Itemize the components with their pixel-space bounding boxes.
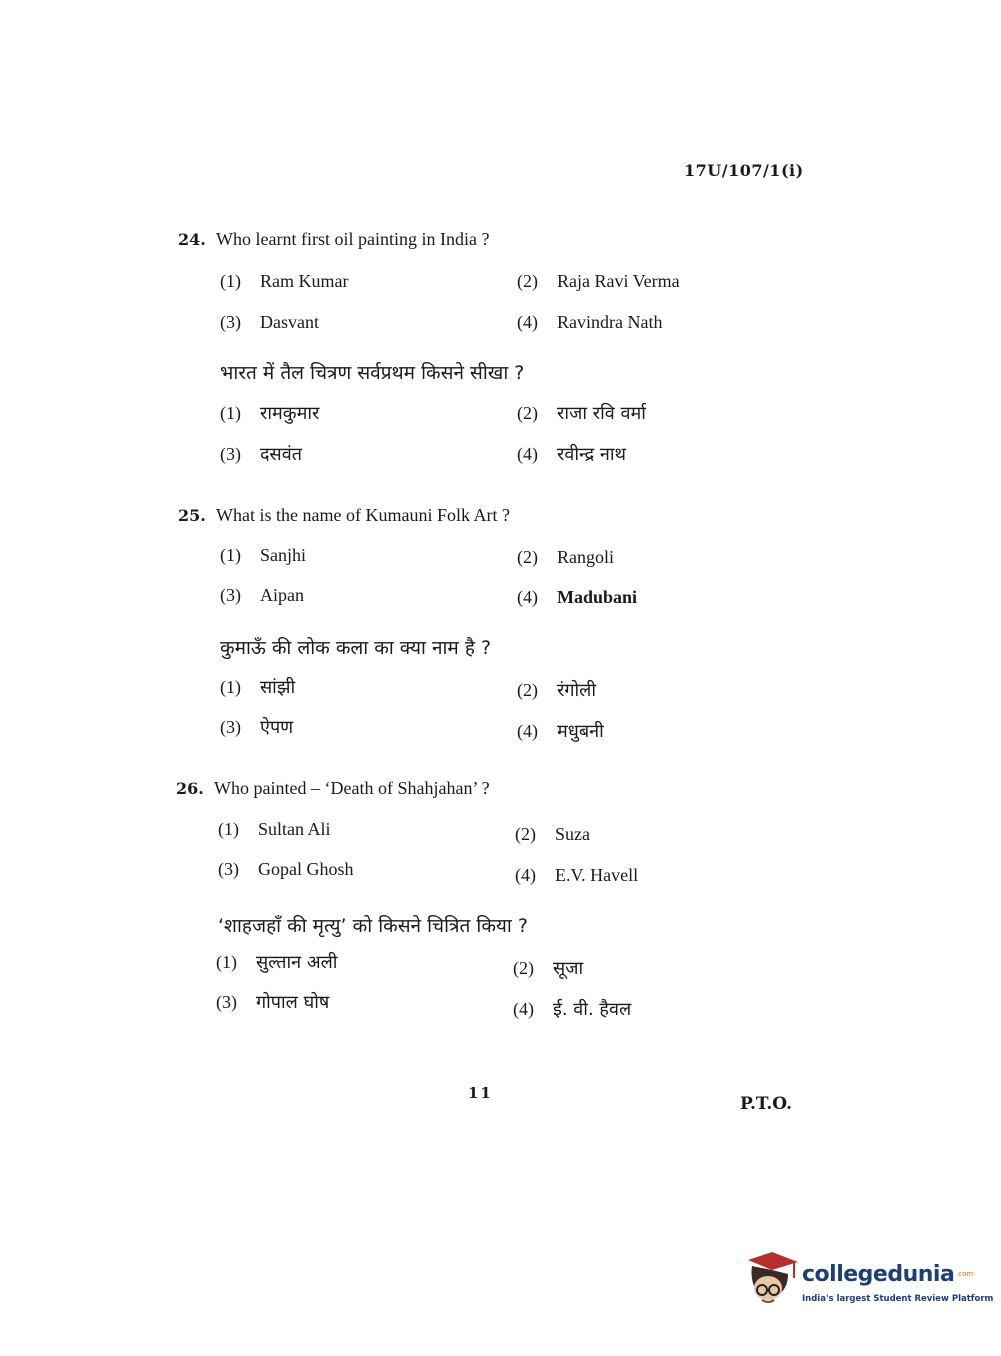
option-hi-4: (4) मधुबनी xyxy=(517,721,604,742)
question-text-en xyxy=(178,505,510,526)
logo-domain: .com xyxy=(956,1270,974,1278)
page-code: 17U/107/1(i) xyxy=(684,161,804,180)
option-4: (4) E.V. Havell xyxy=(515,865,639,885)
page-number: 11 xyxy=(468,1084,493,1102)
option-2: (2) Rangoli xyxy=(517,547,614,567)
option-2: (2) Suza xyxy=(515,824,590,844)
option-1: (1) Sultan Ali xyxy=(218,819,331,839)
collegedunia-logo xyxy=(742,1250,994,1320)
question-number: 26. xyxy=(176,779,204,798)
option-hi-2: (2) रंगोली xyxy=(517,680,597,701)
option-hi-1: (1) सांझी xyxy=(220,677,296,698)
question-stem: What is the name of Kumauni Folk Art ? xyxy=(216,505,510,525)
option-hi-2: (2) सूजा xyxy=(513,958,584,979)
option-1: (1) Ram Kumar xyxy=(220,271,349,291)
question-text-hi: भारत में तैल चित्रण सर्वप्रथम किसने सीखा ? xyxy=(220,362,525,384)
option-hi-4: (4) ई. वी. हैवल xyxy=(513,999,632,1020)
mascot-icon xyxy=(742,1250,800,1314)
question-text-en xyxy=(176,778,490,799)
question-text-hi: कुमाऊँ की लोक कला का क्या नाम है ? xyxy=(220,637,492,659)
pto-label: P.T.O. xyxy=(740,1094,792,1114)
option-4: (4) Madubani xyxy=(517,587,638,607)
option-hi-3: (3) दसवंत xyxy=(220,444,302,465)
option-hi-3: (3) ऐपण xyxy=(220,717,294,738)
option-hi-1: (1) रामकुमार xyxy=(220,403,320,424)
question-text-hi: ‘शाहजहाँ की मृत्यु’ को किसने चित्रित किया ? xyxy=(218,915,528,937)
option-4: (4) Ravindra Nath xyxy=(517,312,663,332)
option-3: (3) Dasvant xyxy=(220,312,319,332)
option-hi-2: (2) राजा रवि वर्मा xyxy=(517,403,646,424)
logo-tagline: India's largest Student Review Platform xyxy=(802,1294,994,1304)
logo-wordmark: collegedunia xyxy=(802,1262,955,1287)
question-stem: Who painted – ‘Death of Shahjahan’ ? xyxy=(214,778,490,798)
question-number: 25. xyxy=(178,506,206,525)
option-hi-1: (1) सुल्तान अली xyxy=(216,952,338,973)
option-2: (2) Raja Ravi Verma xyxy=(517,271,680,291)
option-hi-4: (4) रवीन्द्र नाथ xyxy=(517,444,627,465)
question-number: 24. xyxy=(178,230,206,249)
option-1: (1) Sanjhi xyxy=(220,545,307,565)
option-3: (3) Gopal Ghosh xyxy=(218,859,354,879)
question-stem: Who learnt first oil painting in India ? xyxy=(216,229,490,249)
option-3: (3) Aipan xyxy=(220,585,304,605)
question-text-en xyxy=(178,229,489,250)
option-hi-3: (3) गोपाल घोष xyxy=(216,992,330,1013)
